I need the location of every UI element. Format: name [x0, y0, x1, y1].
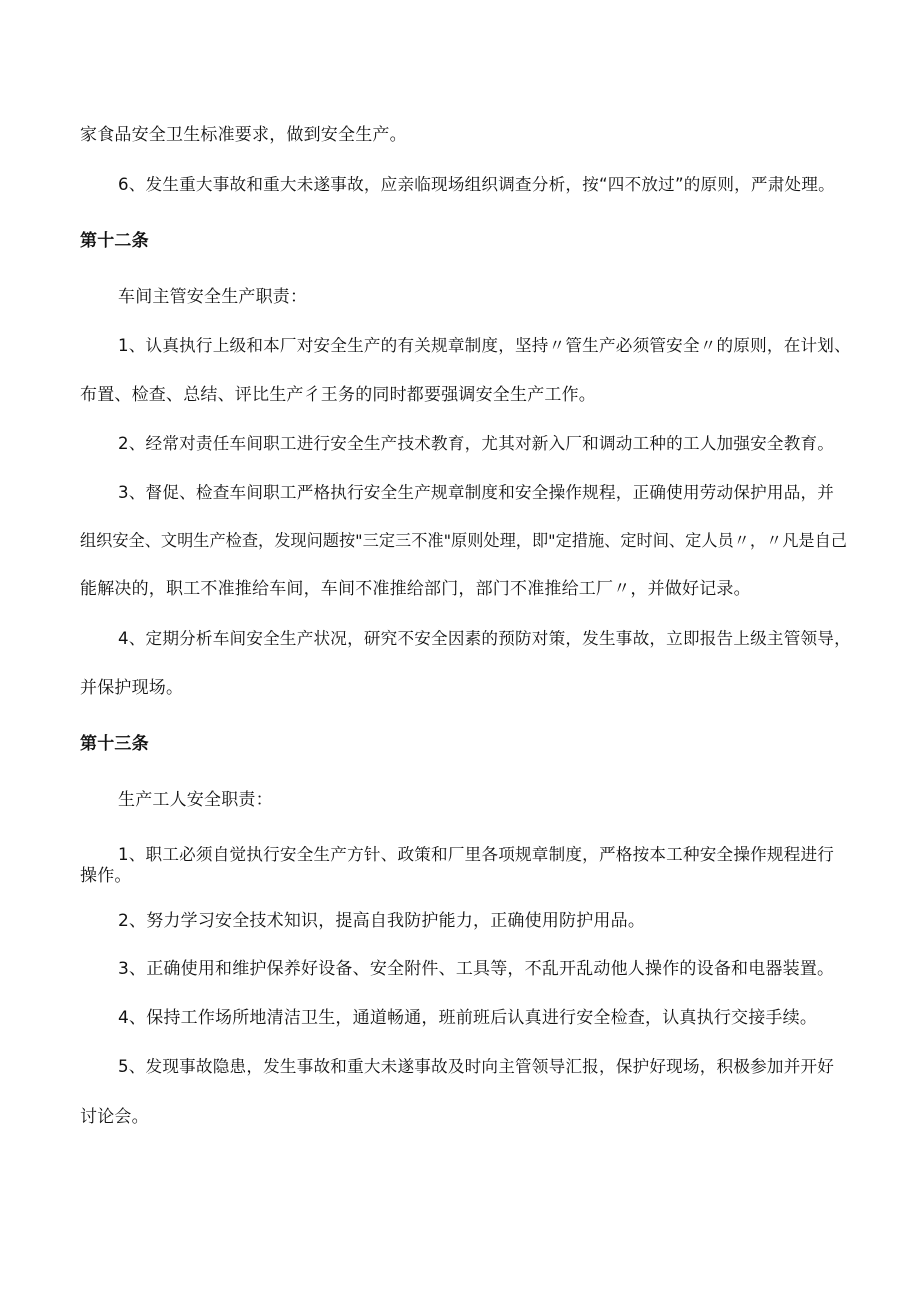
- text-line: 讨论会。: [80, 1107, 149, 1127]
- text-line: 组织安全、文明生产检查，发现问题按"三定三不准"原则处理，即"定措施、定时间、定人员〃，〃凡是自己: [80, 531, 847, 550]
- text-line: 1、职工必须自觉执行安全生产方针、政策和厂里各项规章制度，严格按本工种安全操作规程进行: [118, 845, 835, 864]
- article-heading-12: 第十二条: [80, 231, 149, 251]
- article-heading-13: 第十三条: [80, 734, 149, 754]
- text-line: 能解决的，职工不准推给车间，车间不准推给部门，部门不准推给工厂〃，并做好记录。: [80, 579, 751, 599]
- text-line: 2、努力学习安全技术知识，提高自我防护能力，正确使用防护用品。: [118, 911, 646, 931]
- text-line: 家食品安全卫生标准要求，做到安全生产。: [80, 125, 407, 145]
- text-line: 5、发现事故隐患，发生事故和重大未遂事故及时向主管领导汇报，保护好现场，积极参加并开好: [118, 1057, 835, 1076]
- text-line: 操作。: [80, 866, 132, 886]
- text-line: 1、认真执行上级和本厂对安全生产的有关规章制度，坚持〃管生产必须管安全〃的原则，在计划、: [118, 336, 851, 355]
- text-line: 4、保持工作场所地清洁卫生，通道畅通，班前班后认真进行安全检查，认真执行交接手续。: [118, 1008, 818, 1028]
- section-intro: 车间主管安全生产职责：: [118, 287, 308, 307]
- text-line: 4、定期分析车间安全生产状况，研究不安全因素的预防对策，发生事故，立即报告上级主管领导，: [118, 629, 851, 648]
- text-line: 2、经常对责任车间职工进行安全生产技术教育，尤其对新入厂和调动工种的工人加强安全教育。: [118, 434, 835, 453]
- text-line: 3、督促、检查车间职工严格执行安全生产规章制度和安全操作规程，正确使用劳动保护用品，并: [118, 483, 835, 502]
- text-line: 3、正确使用和维护保养好设备、安全附件、工具等，不乱开乱动他人操作的设备和电器装置。: [118, 959, 835, 979]
- text-line: 布置、检查、总结、评比生产彳王务的同时都要强调安全生产工作。: [80, 385, 596, 405]
- text-line: 并保护现场。: [80, 678, 184, 698]
- text-line: 6、发生重大事故和重大未遂事故，应亲临现场组织调查分析，按“四不放过”的原则，严肃处理。: [118, 175, 835, 194]
- section-intro: 生产工人安全职责：: [118, 790, 273, 810]
